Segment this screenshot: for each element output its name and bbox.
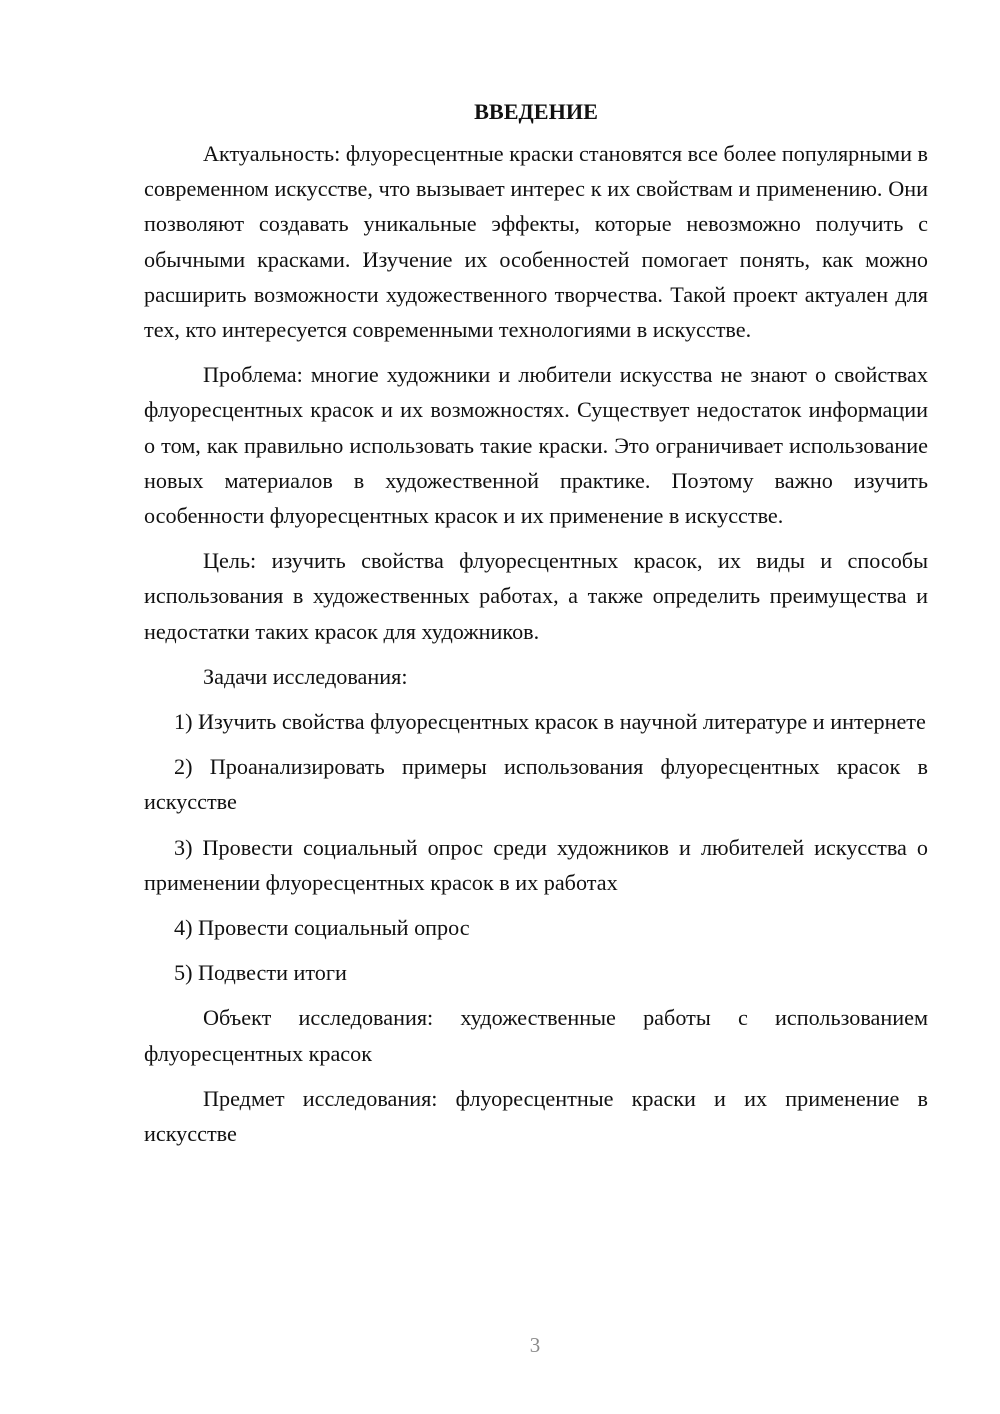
task-item-2: 2) Проанализировать примеры использования флуоресцентных красок в искусстве bbox=[144, 754, 928, 815]
subject-paragraph: Предмет исследования: флуоресцентные краски и их применение в искусстве bbox=[144, 1085, 928, 1147]
problem-paragraph: Проблема: многие художники и любители искусства не знают о свойствах флуоресцентных красок и их возможностях. Существует недостаток информации о том, как правильно использовать такие краски. Это ограничивает использование новых материалов в художественной практике. Поэтому важно изучить особенности флуоресцентных красок и их применение в искусстве. bbox=[144, 362, 928, 529]
page-number: 3 bbox=[529, 1333, 541, 1357]
task-item-3: 3) Провести социальный опрос среди художников и любителей искусства о применении флуоресцентных красок в их работах bbox=[144, 834, 928, 895]
page-content bbox=[144, 94, 928, 1161]
object-paragraph: Объект исследования: художественные работы с использованием флуоресцентных красок bbox=[144, 1005, 928, 1066]
task-item-1: 1) Изучить свойства флуоресцентных красок в научной литературе и интернете bbox=[174, 709, 926, 735]
task-item-4: 4) Провести социальный опрос bbox=[174, 915, 470, 941]
section-heading: ВВЕДЕНИЕ bbox=[474, 99, 598, 124]
goal-paragraph: Цель: изучить свойства флуоресцентных красок, их виды и способы использования в художественных работах, а также определить преимущества и недостатки таких красок для художников. bbox=[144, 548, 928, 644]
tasks-heading: Задачи исследования: bbox=[203, 663, 408, 689]
relevance-paragraph: Актуальность: флуоресцентные краски становятся все более популярными в современном искусстве, что вызывает интерес к их свойствам и применению. Они позволяют создавать уникальные эффекты, которые невозможно получить с обычными красками. Изучение их особенностей помогает понять, как можно расширить возможности художественного творчества. Такой проект актуален для тех, кто интересуется современными технологиями в искусстве. bbox=[144, 141, 928, 343]
task-item-5: 5) Подвести итоги bbox=[174, 960, 347, 986]
